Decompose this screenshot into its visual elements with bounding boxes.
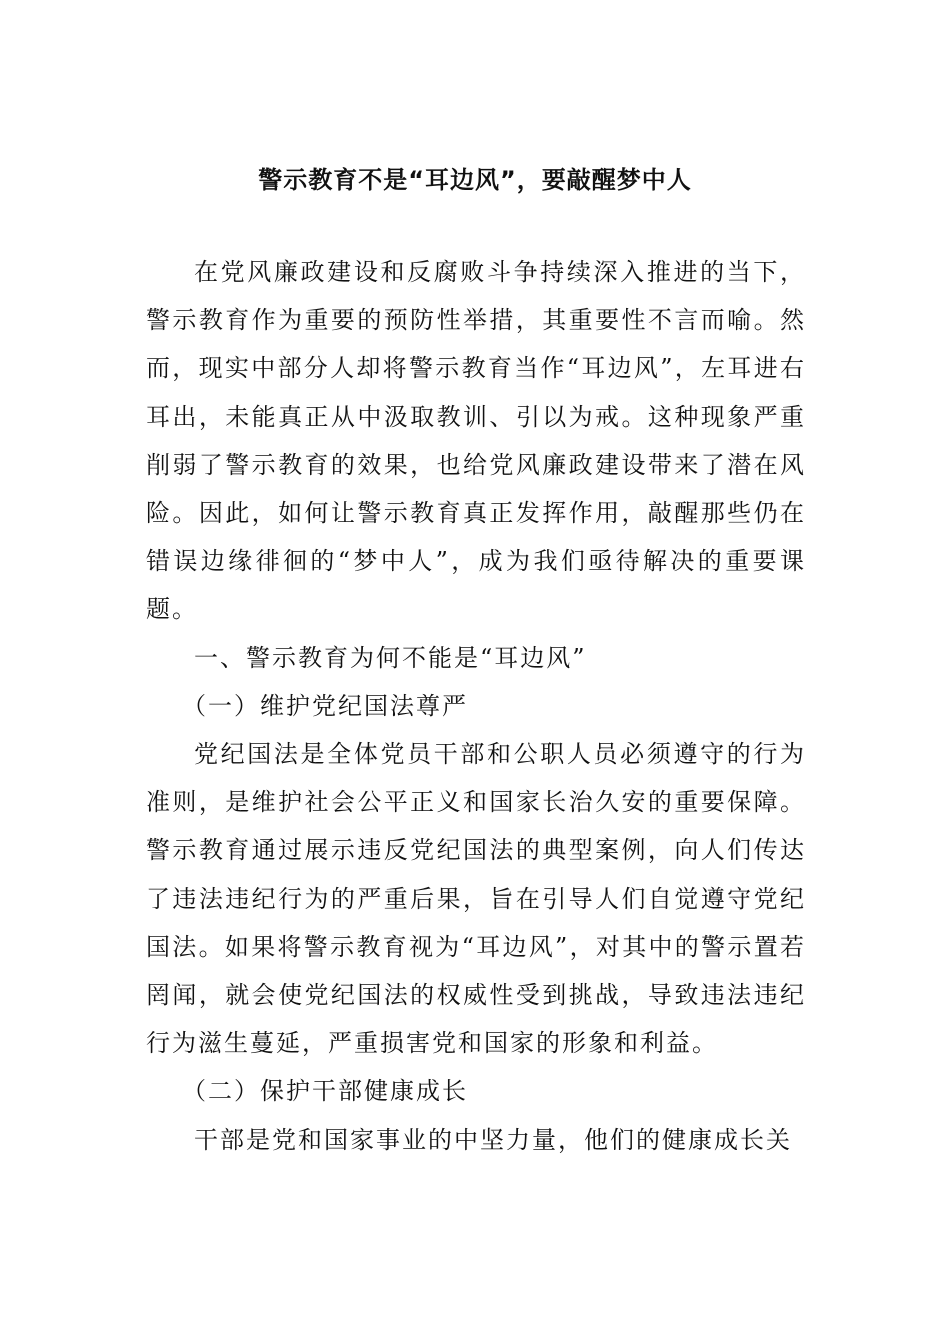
intro-paragraph: 在党风廉政建设和反腐败斗争持续深入推进的当下，警示教育作为重要的预防性举措，其重要性不言而喻。然而，现实中部分人却将警示教育当作“耳边风”，左耳进右耳出，未能真正从中汲取教训、引以为戒。这种现象严重削弱了警示教育的效果，也给党风廉政建设带来了潜在风险。因此，如何让警示教育真正发挥作用，敲醒那些仍在错误边缘徘徊的“梦中人”，成为我们亟待解决的重要课题。	[146, 258, 806, 624]
document-body	[146, 248, 806, 1164]
subsection-2-heading: （二）保护干部健康成长	[182, 1077, 468, 1106]
subsection-1-heading: （一）维护党纪国法尊严	[182, 691, 468, 720]
subsection-2-paragraph: 干部是党和国家事业的中坚力量，他们的健康成长关	[194, 1125, 792, 1154]
document-title: 警示教育不是“耳边风”，要敲醒梦中人	[258, 166, 692, 194]
section-1-heading: 一、警示教育为何不能是“耳边风”	[194, 643, 587, 672]
subsection-1-paragraph: 党纪国法是全体党员干部和公职人员必须遵守的行为准则，是维护社会公平正义和国家长治久安的重要保障。警示教育通过展示违反党纪国法的典型案例，向人们传达了违法违纪行为的严重后果，旨在引导人们自觉遵守党纪国法。如果将警示教育视为“耳边风”，对其中的警示置若罔闻，就会使党纪国法的权威性受到挑战，导致违法违纪行为滋生蔓延，严重损害党和国家的形象和利益。	[146, 740, 806, 1058]
